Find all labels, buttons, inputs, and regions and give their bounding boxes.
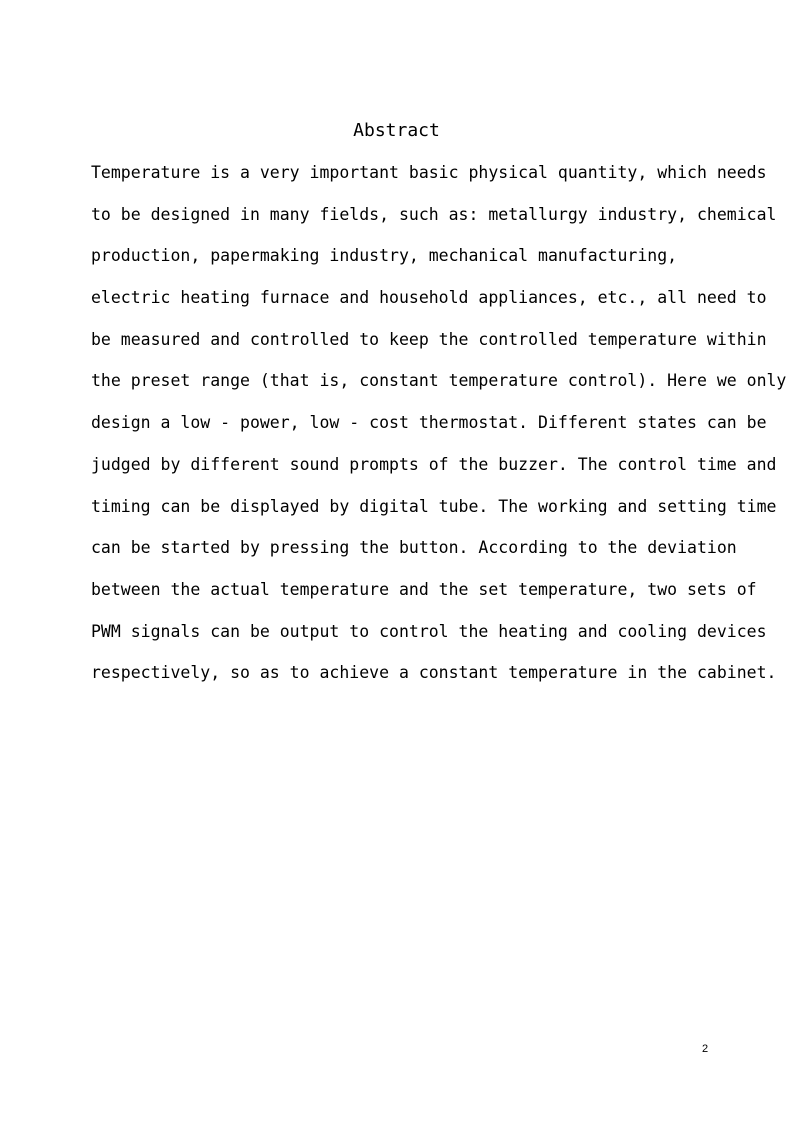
paragraph-line: electric heating furnace and household appliances, etc., all need to — [91, 288, 767, 308]
paragraph-line: between the actual temperature and the set temperature, two sets of — [91, 579, 757, 599]
abstract-heading: Abstract — [353, 120, 440, 141]
paragraph-line: PWM signals can be output to control the heating and cooling devices — [91, 621, 767, 641]
paragraph-line: Temperature is a very important basic physical quantity, which needs — [91, 163, 767, 182]
paragraph-line: design a low - power, low - cost thermostat. Different states can be — [91, 413, 767, 433]
paragraph-line: production, papermaking industry, mechanical manufacturing, — [91, 246, 678, 266]
paragraph-line: respectively, so as to achieve a constant temperature in the cabinet. — [91, 663, 777, 683]
paragraph-line: can be started by pressing the button. According to the deviation — [91, 538, 737, 558]
page-number: 2 — [701, 1043, 709, 1055]
abstract-paragraph — [91, 160, 787, 702]
paragraph-line: timing can be displayed by digital tube. The working and setting time — [91, 496, 777, 516]
paragraph-line: judged by different sound prompts of the buzzer. The control time and — [91, 454, 777, 474]
paragraph-line: be measured and controlled to keep the controlled temperature within — [91, 329, 767, 349]
paragraph-line: the preset range (that is, constant temperature control). Here we only — [91, 371, 787, 391]
paragraph-line: to be designed in many fields, such as: metallurgy industry, chemical — [91, 204, 777, 224]
